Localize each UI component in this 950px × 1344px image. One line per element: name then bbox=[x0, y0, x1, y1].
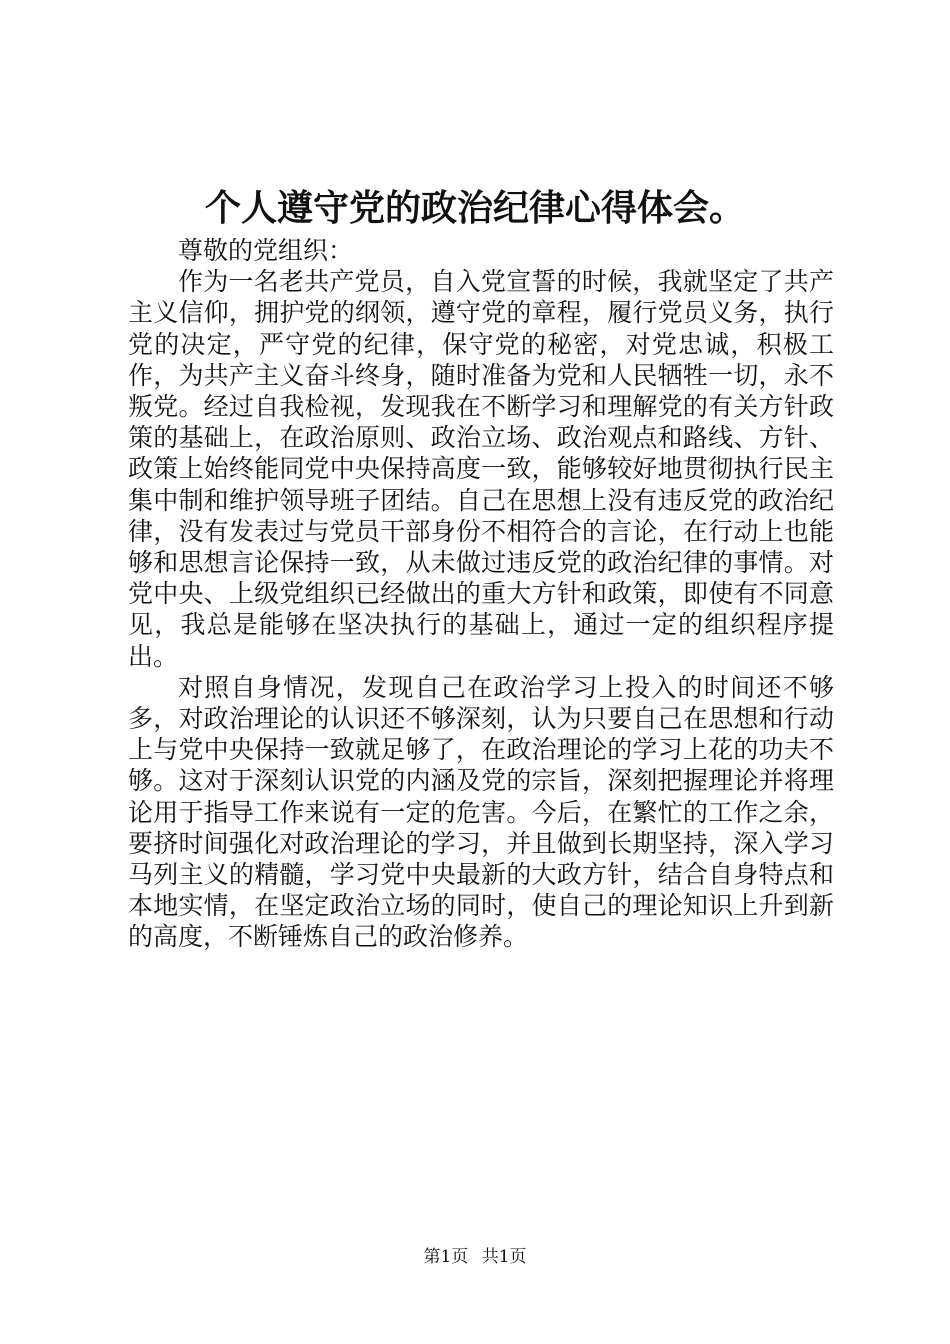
page-title: 个人遵守党的政治纪律心得体会。 bbox=[204, 187, 745, 229]
paragraph-1: 作为一名老共产党员，自入党宣誓的时候，我就坚定了共产主义信仰，拥护党的纲领，遵守党的章程，履行党员义务，执行党的决定，严守党的纪律，保守党的秘密，对党忠诚，积极工作，为共产主义奋斗终身，随时准备为党和人民牺牲一切，永不叛党。经过自我检视，发现我在不断学习和理解党的有关方针政策的基础上，在政治原则、政治立场、政治观点和路线、方针、政策上始终能同党中央保持高度一致，能够较好地贯彻执行民主集中制和维护领导班子团结。自己在思想上没有违反党的政治纪律，没有发表过与党员干部身份不相符合的言论，在行动上也能够和思想言论保持一致，从未做过违反党的政治纪律的事情。对党中央、上级党组织已经做出的重大方针和政策，即使有不同意见，我总是能够在坚决执行的基础上，通过一定的组织程序提出。 bbox=[128, 267, 834, 671]
page-footer bbox=[0, 1245, 950, 1269]
paragraph-2: 对照自身情况，发现自己在政治学习上投入的时间还不够多，对政治理论的认识还不够深刻，认为只要自己在思想和行动上与党中央保持一致就足够了，在政治理论的学习上花的功夫不够。这对于深刻认识党的内涵及党的宗旨，深刻把握理论并将理论用于指导工作来说有一定的危害。今后，在繁忙的工作之余，要挤时间强化对政治理论的学习，并且做到长期坚持，深入学习马列主义的精髓，学习党中央最新的大政方针，结合自身特点和本地实情，在坚定政治立场的同时，使自己的理论知识上升到新的高度，不断锤炼自己的政治修养。 bbox=[128, 672, 834, 952]
salutation: 尊敬的党组织： bbox=[178, 236, 354, 265]
page-number: 第1页 bbox=[423, 1247, 469, 1267]
document-body bbox=[128, 235, 834, 953]
page-total: 共1页 bbox=[481, 1247, 527, 1267]
